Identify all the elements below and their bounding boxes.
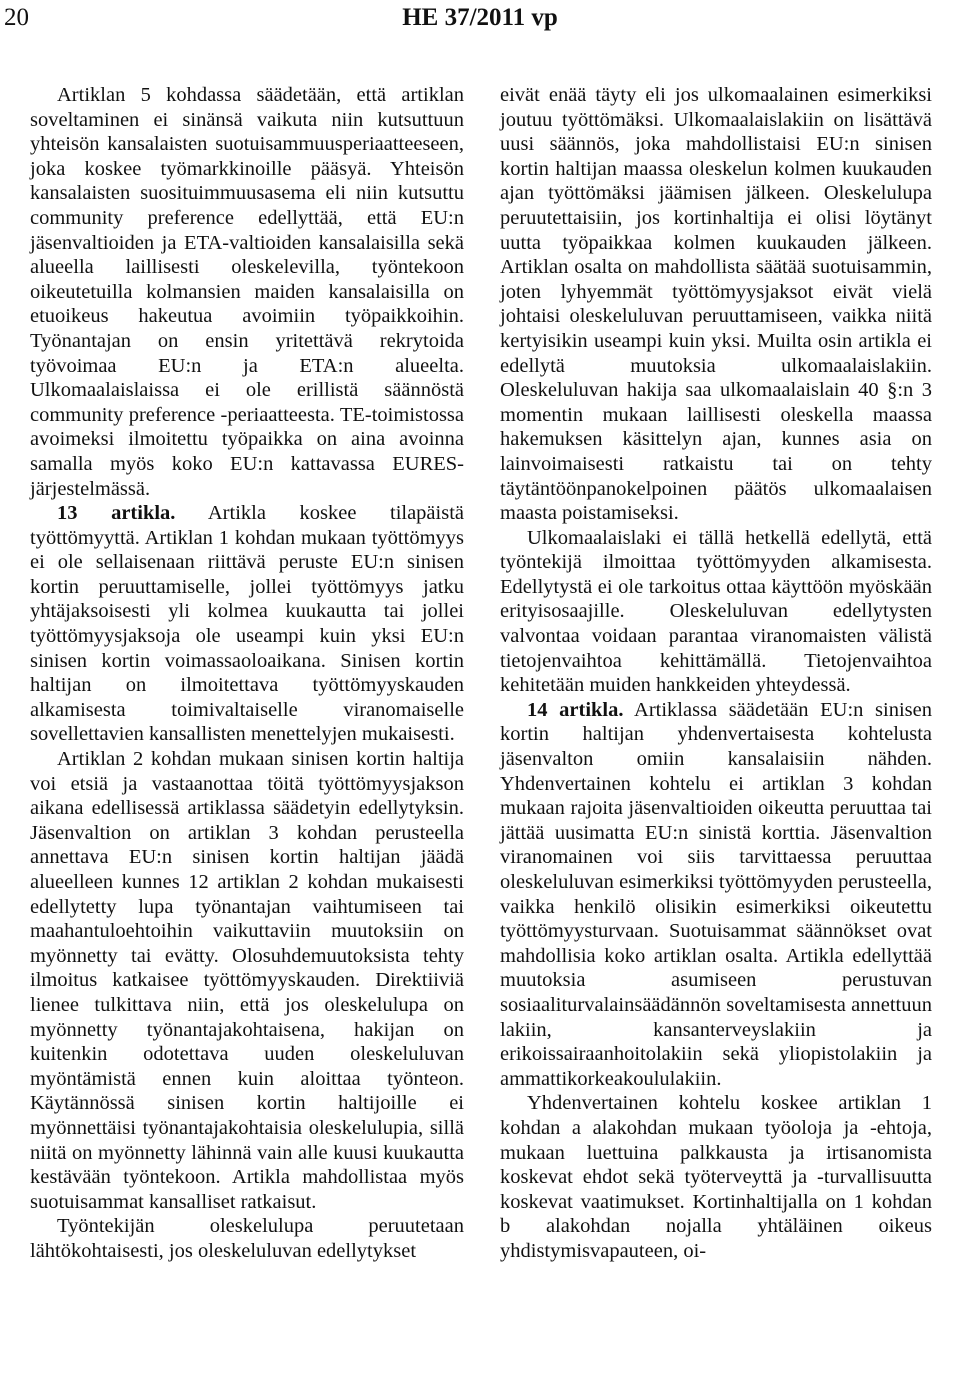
article-heading: 13 artikla. [57,502,176,525]
paragraph-text: Artikla koskee tilapäistä työttömyyttä. Artiklan 1 kohdan mukaan työttömyys ei ole sellaisenaan riittävä peruste EU:n sinisen kortin peruuttamiselle, jollei työttömyys jatku yhtäjaksoisesti yli kolmea kuukautta tai jollei työttömyysjaksoja ole useampi kuin yksi EU:n sinisen kortin voimassaoloaikana. Sinisen kortin haltijan on ilmoitettava työttömyyskauden alkamisesta toimivaltaiselle viranomaiselle sovellettavien kansallisten menettelyjen mukaisesti. [30,502,464,746]
article-heading: 14 artikla. [527,698,624,721]
left-column [30,83,464,1264]
paragraph [30,501,464,747]
right-column [500,83,932,1264]
paragraph: Artiklan 2 kohdan mukaan sinisen kortin haltija voi etsiä ja vastaanottaa töitä työttömyysjakson aikana edellisessä artiklassa säädetyin edellytyksin. Jäsenvaltion on artiklan 3 kohdan perusteella annettava EU:n sinisen kortin haltijan jäädä alueelleen kunnes 12 artiklan 2 kohdan mukaisesti edellytetty lupa työnantajan vaihtumiseen tai maahantuloehtoihin vaikuttaviin muutoksiin on myönnetty tai evätty. Olosuhdemuutoksista tehty ilmoitus katkaisee työttömyyskauden. Direktiiviä lienee tulkittava niin, että jos oleskelulupa on myönnetty työnantajakohtaisena, hakijan on kuitenkin odotettava uuden oleskeluluvan myöntämistä ennen kuin aloittaa työnteon. Käytännössä sinisen kortin haltijoille ei myönnettäisi työnantajakohtaisia oleskelulupia, sillä niitä on myönnetty lähinnä vain alle kuusi kuukautta kestävään työntekoon. Artikla mahdollistaa myös suotuisammat kansalliset ratkaisut. [30,748,464,1213]
paragraph: Artiklan 5 kohdassa säädetään, että artiklan soveltaminen ei sinänsä vaikuta niin kutsuttuun yhteisön kansalaisten suotuisammuusperiaatteeseen, joka koskee työmarkkinoille pääsyä. Yhteisön kansalaisten suosituimmuusasema eli niin kutsuttu community preference edellyttää, että EU:n jäsenvaltioiden ja ETA-valtioiden kansalaisilla sekä alueella laillisesti oleskelevilla, työntekoon oikeutetuilla kolmansien maiden kansalaisilla on etuoikeus hakeutua avoimiin työpaikkoihin. Työnantajan on ensin yritettävä rekrytoida työvoimaa EU:n ja ETA:n alueelta. Ulkomaalaislaissa ei ole erillistä säännöstä community preference -periaatteesta. TE-toimistossa avoimeksi ilmoitettu työpaikka on aina avoinna samalla myös koko EU:n kattavassa EURES-järjestelmässä. [30,84,464,500]
document-id: HE 37/2011 vp [402,4,558,31]
paragraph: eivät enää täyty eli jos ulkomaalainen esimerkiksi joutuu työttömäksi. Ulkomaalaislakiin on lisättävä uusi säännös, joka mahdollistaisi EU:n sinisen kortin haltijan maassa oleskelun kolmen kuukauden ajan työttömäksi jäämisen jälkeen. Oleskelulupa peruutettaisiin, jos kortinhaltija ei olisi löytänyt uutta työpaikkaa kolmen kuukauden jälkeen. Artiklan osalta on mahdollista säätää suotuisammin, joten lyhyemmät työttömyysjaksot eivät vielä johtaisi oleskeluluvan peruuttamiseen, vaikka niitä kertyisikin useampi kuin yksi. Muilta osin artikla ei edellytä muutoksia ulkomaalaislakiin. Oleskeluluvan hakija saa ulkomaalaislain 40 §:n 3 momentin mukaan laillisesti oleskella maassa hakemuksen käsittelyn ajan, kunnes asia on lainvoimaisesti ratkaistu tai on tehty täytäntöönpanokelpoinen päätös ulkomaalaisen maasta poistamiseksi. [500,84,932,525]
paragraph: Yhdenvertainen kohtelu koskee artiklan 1 kohdan a alakohdan mukaan työoloja ja -ehtoja, mukaan luettuina palkkausta ja irtisanomista koskevat ehdot sekä työterveyttä ja -turvallisuutta koskevat vaatimukset. Kortinhaltijalla on 1 kohdan b alakohdan nojalla yhtäläinen oikeus yhdistymisvapauteen, oi- [500,1092,932,1262]
paragraph [500,698,932,1092]
page-number: 20 [4,4,29,31]
paragraph: Työntekijän oleskelulupa peruutetaan lähtökohtaisesti, jos oleskeluluvan edellytykset [30,1215,464,1262]
paragraph-text: Artiklassa säädetään EU:n sinisen kortin haltijan yhdenvertaisesta kohtelusta jäsenvalton omiin kansalaisiin nähden. Yhdenvertainen kohtelu ei artiklan 3 kohdan mukaan rajoita jäsenvaltioiden oikeutta peruuttaa tai jättää uusimatta EU:n sinistä korttia. Jäsenvaltion viranomainen voi siis tarvittaessa peruuttaa oleskeluluvan esimerkiksi työttömyyden perusteella, vaikka henkilö olisikin esimerkiksi oikeutettu työttömyysturvaan. Suotuisammat säännökset ovat mahdollisia koko artiklan osalta. Artikla edellyttää muutoksia asumiseen perustuvan sosiaaliturvalainsäädännön soveltamisesta annettuun lakiin, kansanterveyslakiin ja erikoissairaanhoitolakiin sekä yliopistolakiin ja ammattikorkeakoululakiin. [500,698,932,1090]
paragraph: Ulkomaalaislaki ei tällä hetkellä edellytä, että työntekijä ilmoittaa työttömyyden alkamisesta. Edellytystä ei ole tarkoitus ottaa käyttöön myöskään erityisosaajille. Oleskeluluvan edellytysten valvontaa voidaan parantaa viranomaisten välistä tietojenvaihtoa kehittämällä. Tietojenvaihtoa kehitetään muiden hankkeiden yhteydessä. [500,526,932,697]
